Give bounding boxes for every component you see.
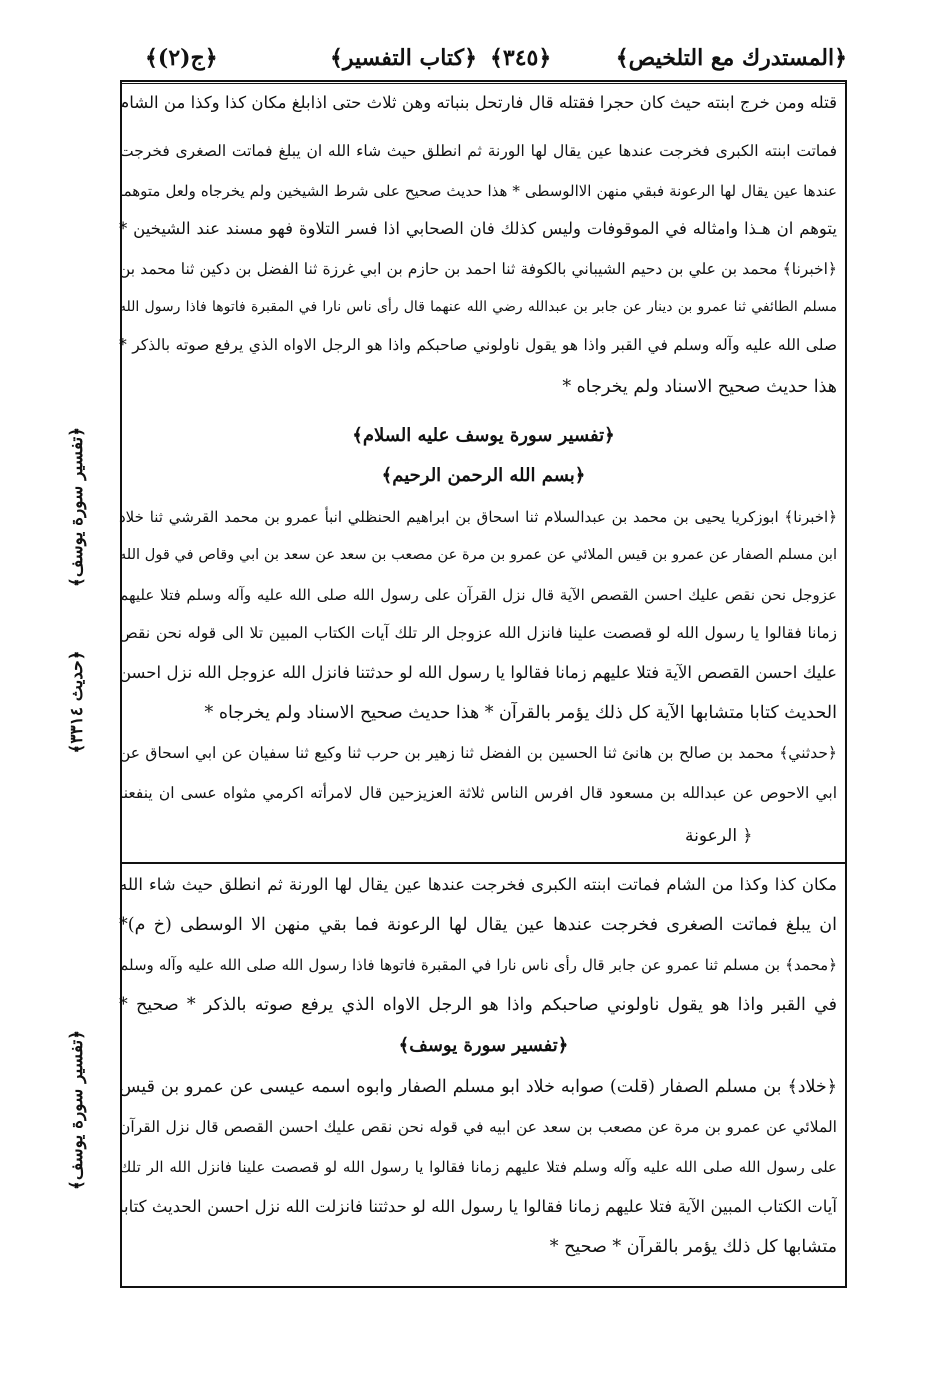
- text-line: ان يبلغ فماتت الصغرى فخرجت عندها عين يقال لها الرعونة فما بقي منهن الا الوسطى (خ م)*: [119, 915, 837, 935]
- text-line: ابي الاحوص عن عبدالله بن مسعود قال افرس الناس ثلاثة العزيزحين قال لامرأته اكرمي مثواه عسى ان ينفعنا: [119, 784, 837, 802]
- book-title: ﴿المستدرك مع التلخيص﴾: [615, 45, 847, 71]
- margin-note: ﴿حديث ٣٣١٤﴾: [67, 650, 87, 754]
- basmala: ﴿بسم الله الرحمن الرحيم﴾: [381, 465, 586, 486]
- text-line: ﴿اخبرنا﴾ محمد بن علي بن دحيم الشيباني بالكوفة ثنا احمد بن حازم بن ابي غرزة ثنا الفضل بن دكين ثنا محمد بن: [119, 260, 837, 278]
- top-rule: [120, 80, 847, 84]
- margin-note: ﴿تفسير سورة يوسف﴾: [67, 1029, 87, 1191]
- margin-note: ﴿تفسير سورة يوسف﴾: [67, 426, 87, 588]
- text-line: فماتت ابنته الكبرى فخرجت عندها عين يقال لها الورنة ثم انطلق حيث شاء الله ان يبلغ فماتت الصغرى فخرجت: [119, 142, 837, 160]
- section-title: ﴿كتاب التفسير﴾: [330, 45, 477, 71]
- page-number: ﴿٣٤٥﴾: [490, 45, 552, 71]
- divider-rule: [120, 862, 847, 864]
- text-line: ﴿خلاد﴾ بن مسلم الصفار (قلت) صوابه خلاد ابو مسلم الصفار وابوه اسمه عيسى عن عمرو بن قيس: [119, 1077, 837, 1097]
- footnote-ref: ﴿ الرعونة: [685, 826, 753, 846]
- text-line: عزوجل نحن نقص عليك احسن القصص الآية قال نزل القرآن على رسول الله صلى الله عليه وآله وسلم فتلا عليهم: [119, 586, 837, 604]
- text-line: الحديث كتابا متشابها الآية كل ذلك يؤمر بالقرآن * هذا حديث صحيح الاسناد ولم يخرجاه *: [204, 703, 837, 723]
- text-line: هذا حديث صحيح الاسناد ولم يخرجاه *: [562, 377, 837, 397]
- text-line: مسلم الطائفي ثنا عمرو بن دينار عن جابر بن عبدالله رضي الله عنهما قال رأى ناس نارا في المقبرة فاتوها فاذا رسول الله: [119, 299, 837, 315]
- surah-heading: ﴿تفسير سورة يوسف عليه السلام﴾: [352, 425, 615, 446]
- volume-label: ﴿ج(٢)﴾: [145, 45, 218, 71]
- text-line: زمانا فقالوا يا رسول الله لو قصصت علينا فانزل الله عزوجل الر تلك آيات الكتاب المبين تلا الى قوله نحن نقص: [119, 624, 837, 642]
- text-line: على رسول الله صلى الله عليه وآله وسلم فتلا عليهم زمانا فقالوا يا رسول الله لو قصصت علينا فانزل الله الر تلك: [119, 1158, 837, 1176]
- text-line: في القبر واذا هو يقول ناولوني صاحبكم واذا هو الرجل الاواه الذي يرفع صوته بالذكر * صحيح *: [119, 995, 837, 1015]
- text-line: متشابها كل ذلك يؤمر بالقرآن * صحيح *: [549, 1237, 837, 1257]
- text-line: مكان كذا وكذا من الشام فماتت ابنته الكبرى فخرجت عندها عين يقال لها الورنة ثم انطلق حيث شاء الله: [119, 875, 837, 894]
- text-line: ﴿اخبرنا﴾ ابوزكريا يحيى بن محمد بن عبدالسلام ثنا اسحاق بن ابراهيم الحنظلي انبأ عمرو بن محمد القرشي ثنا خلاد: [119, 508, 837, 526]
- surah-heading: ﴿تفسير سورة يوسف﴾: [398, 1035, 569, 1056]
- text-line: عليك احسن القصص الآية فتلا عليهم زمانا فقالوا يا رسول الله لو حدثتنا فانزل الله عزوجل الله نزل احسن: [119, 663, 837, 682]
- text-line: ﴿محمد﴾ بن مسلم ثنا عمرو عن جابر قال رأى ناس نارا في المقبرة فاتوها فاذا رسول الله صلى الله عليه وآله وسلم: [119, 956, 837, 974]
- text-line: آيات الكتاب المبين الآية فتلا عليهم زمانا فقالوا يا رسول الله لو حدثتنا فانزلت الله نزل احسن الحديث كتابا: [119, 1197, 837, 1216]
- text-line: صلى الله عليه وآله وسلم في القبر واذا هو يقول ناولوني صاحبكم واذا هو الرجل الاواه الذي يرفع صوته بالذكر *: [119, 336, 837, 354]
- text-line: الملائي عن عمرو بن مرة عن مصعب بن سعد عن ابيه في قوله نحن نقص عليك احسن القصص قال نزل القرآن: [119, 1118, 837, 1136]
- text-line: عندها عين يقال لها الرعونة فبقي منهن الاالوسطى * هذا حديث صحيح على شرط الشيخين ولم يخرجاه ولعل متوهما: [119, 182, 837, 200]
- text-line: قتله ومن خرج ابنته حيث كان حجرا فقتله قال فارتحل بنباته وهن ثلاث حتى اذابلغ مكان كذا وكذا من الشام: [119, 93, 837, 112]
- text-line: ﴿حدثني﴾ محمد بن صالح بن هانئ ثنا الحسين بن الفضل ثنا زهير بن حرب ثنا وكيع ثنا سفيان عن ابي اسحاق عن: [119, 744, 837, 762]
- text-line: يتوهم ان هـذا وامثاله في الموقوفات وليس كذلك فان الصحابي اذا فسر التلاوة فهو مسند عند الشيخين *: [119, 219, 837, 238]
- text-line: ابن مسلم الصفار عن عمرو بن قيس الملائي عن عمرو بن مرة عن مصعب بن سعد عن سعد بن ابي وقاص في قول الله: [119, 547, 837, 563]
